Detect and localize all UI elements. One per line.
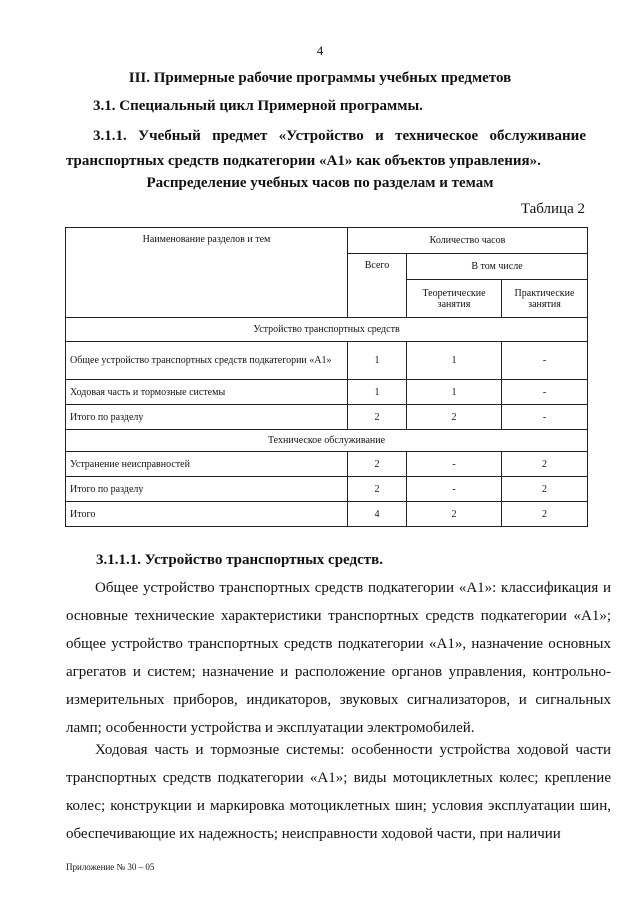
table-row bbox=[66, 452, 588, 477]
paragraph-general-structure: Общее устройство транспортных средств подкатегории «А1»: классификация и основные технические характеристики транспортных средств подкатегории «А1»; общее устройство транспортных средств подкатегории «А1», назначение основных агрегатов и систем; назначение и расположение органов управления, контрольно-измерительных приборов, индикаторов, звуковых сигнализаторов, и сигнальных ламп; особенности устройства и эксплуатации электромобилей. bbox=[66, 580, 611, 736]
subsection-heading-3111: 3.1.1.1. Устройство транспортных средств. bbox=[96, 552, 383, 568]
table-label: Таблица 2 bbox=[520, 201, 585, 217]
table-row bbox=[66, 380, 588, 405]
row-name: Итого bbox=[66, 502, 348, 527]
row-name: Итого по разделу bbox=[66, 405, 348, 430]
table-row bbox=[66, 342, 588, 380]
row-theory: - bbox=[407, 477, 502, 502]
row-total: 1 bbox=[348, 342, 407, 380]
row-theory: 1 bbox=[407, 380, 502, 405]
row-total: 2 bbox=[348, 452, 407, 477]
section-title: III. Примерные рабочие программы учебных предметов bbox=[128, 70, 512, 86]
header-theory: Теоретические занятия bbox=[407, 280, 502, 318]
row-total: 4 bbox=[348, 502, 407, 527]
row-theory: 2 bbox=[407, 405, 502, 430]
hours-table bbox=[65, 227, 588, 527]
subject-title-line1: 3.1.1. Учебный предмет «Устройство и техническое обслуживание bbox=[93, 128, 586, 144]
row-name: Ходовая часть и тормозные системы bbox=[66, 380, 348, 405]
header-sections: Наименование разделов и тем bbox=[66, 228, 348, 318]
row-practice: - bbox=[502, 380, 588, 405]
row-total: 2 bbox=[348, 405, 407, 430]
row-practice: 2 bbox=[502, 502, 588, 527]
header-hours: Количество часов bbox=[348, 228, 588, 254]
distribution-title: Распределение учебных часов по разделам и темам bbox=[146, 175, 494, 191]
row-name: Итого по разделу bbox=[66, 477, 348, 502]
row-theory: - bbox=[407, 452, 502, 477]
paragraph-chassis: Ходовая часть и тормозные системы: особенности устройства ходовой части транспортных средств подкатегории «А1»; виды мотоциклетных колес; крепление колес; конструкции и маркировка мотоциклетных шин; условия эксплуатации шин, обеспечивающие их надежность; неисправности ходовой части, при наличии bbox=[66, 742, 611, 842]
section-row-1: Устройство транспортных средств bbox=[66, 318, 588, 342]
header-including: В том числе bbox=[407, 254, 588, 280]
row-name: Общее устройство транспортных средств подкатегории «А1» bbox=[66, 342, 348, 380]
row-practice: - bbox=[502, 405, 588, 430]
row-theory: 2 bbox=[407, 502, 502, 527]
row-practice: - bbox=[502, 342, 588, 380]
header-total: Всего bbox=[348, 254, 407, 318]
table-row bbox=[66, 405, 588, 430]
section-row-2: Техническое обслуживание bbox=[66, 430, 588, 452]
row-theory: 1 bbox=[407, 342, 502, 380]
row-name: Устранение неисправностей bbox=[66, 452, 348, 477]
page-number: 4 bbox=[316, 43, 324, 58]
footer-note: Приложение № 30 – 05 bbox=[66, 862, 155, 872]
header-practice: Практические занятия bbox=[502, 280, 588, 318]
row-practice: 2 bbox=[502, 452, 588, 477]
row-total: 2 bbox=[348, 477, 407, 502]
table-row bbox=[66, 502, 588, 527]
table-row bbox=[66, 477, 588, 502]
row-practice: 2 bbox=[502, 477, 588, 502]
row-total: 1 bbox=[348, 380, 407, 405]
subsection-title: 3.1. Специальный цикл Примерной программы. bbox=[93, 98, 423, 114]
subject-title-line2: транспортных средств подкатегории «А1» как объектов управления». bbox=[66, 153, 541, 169]
